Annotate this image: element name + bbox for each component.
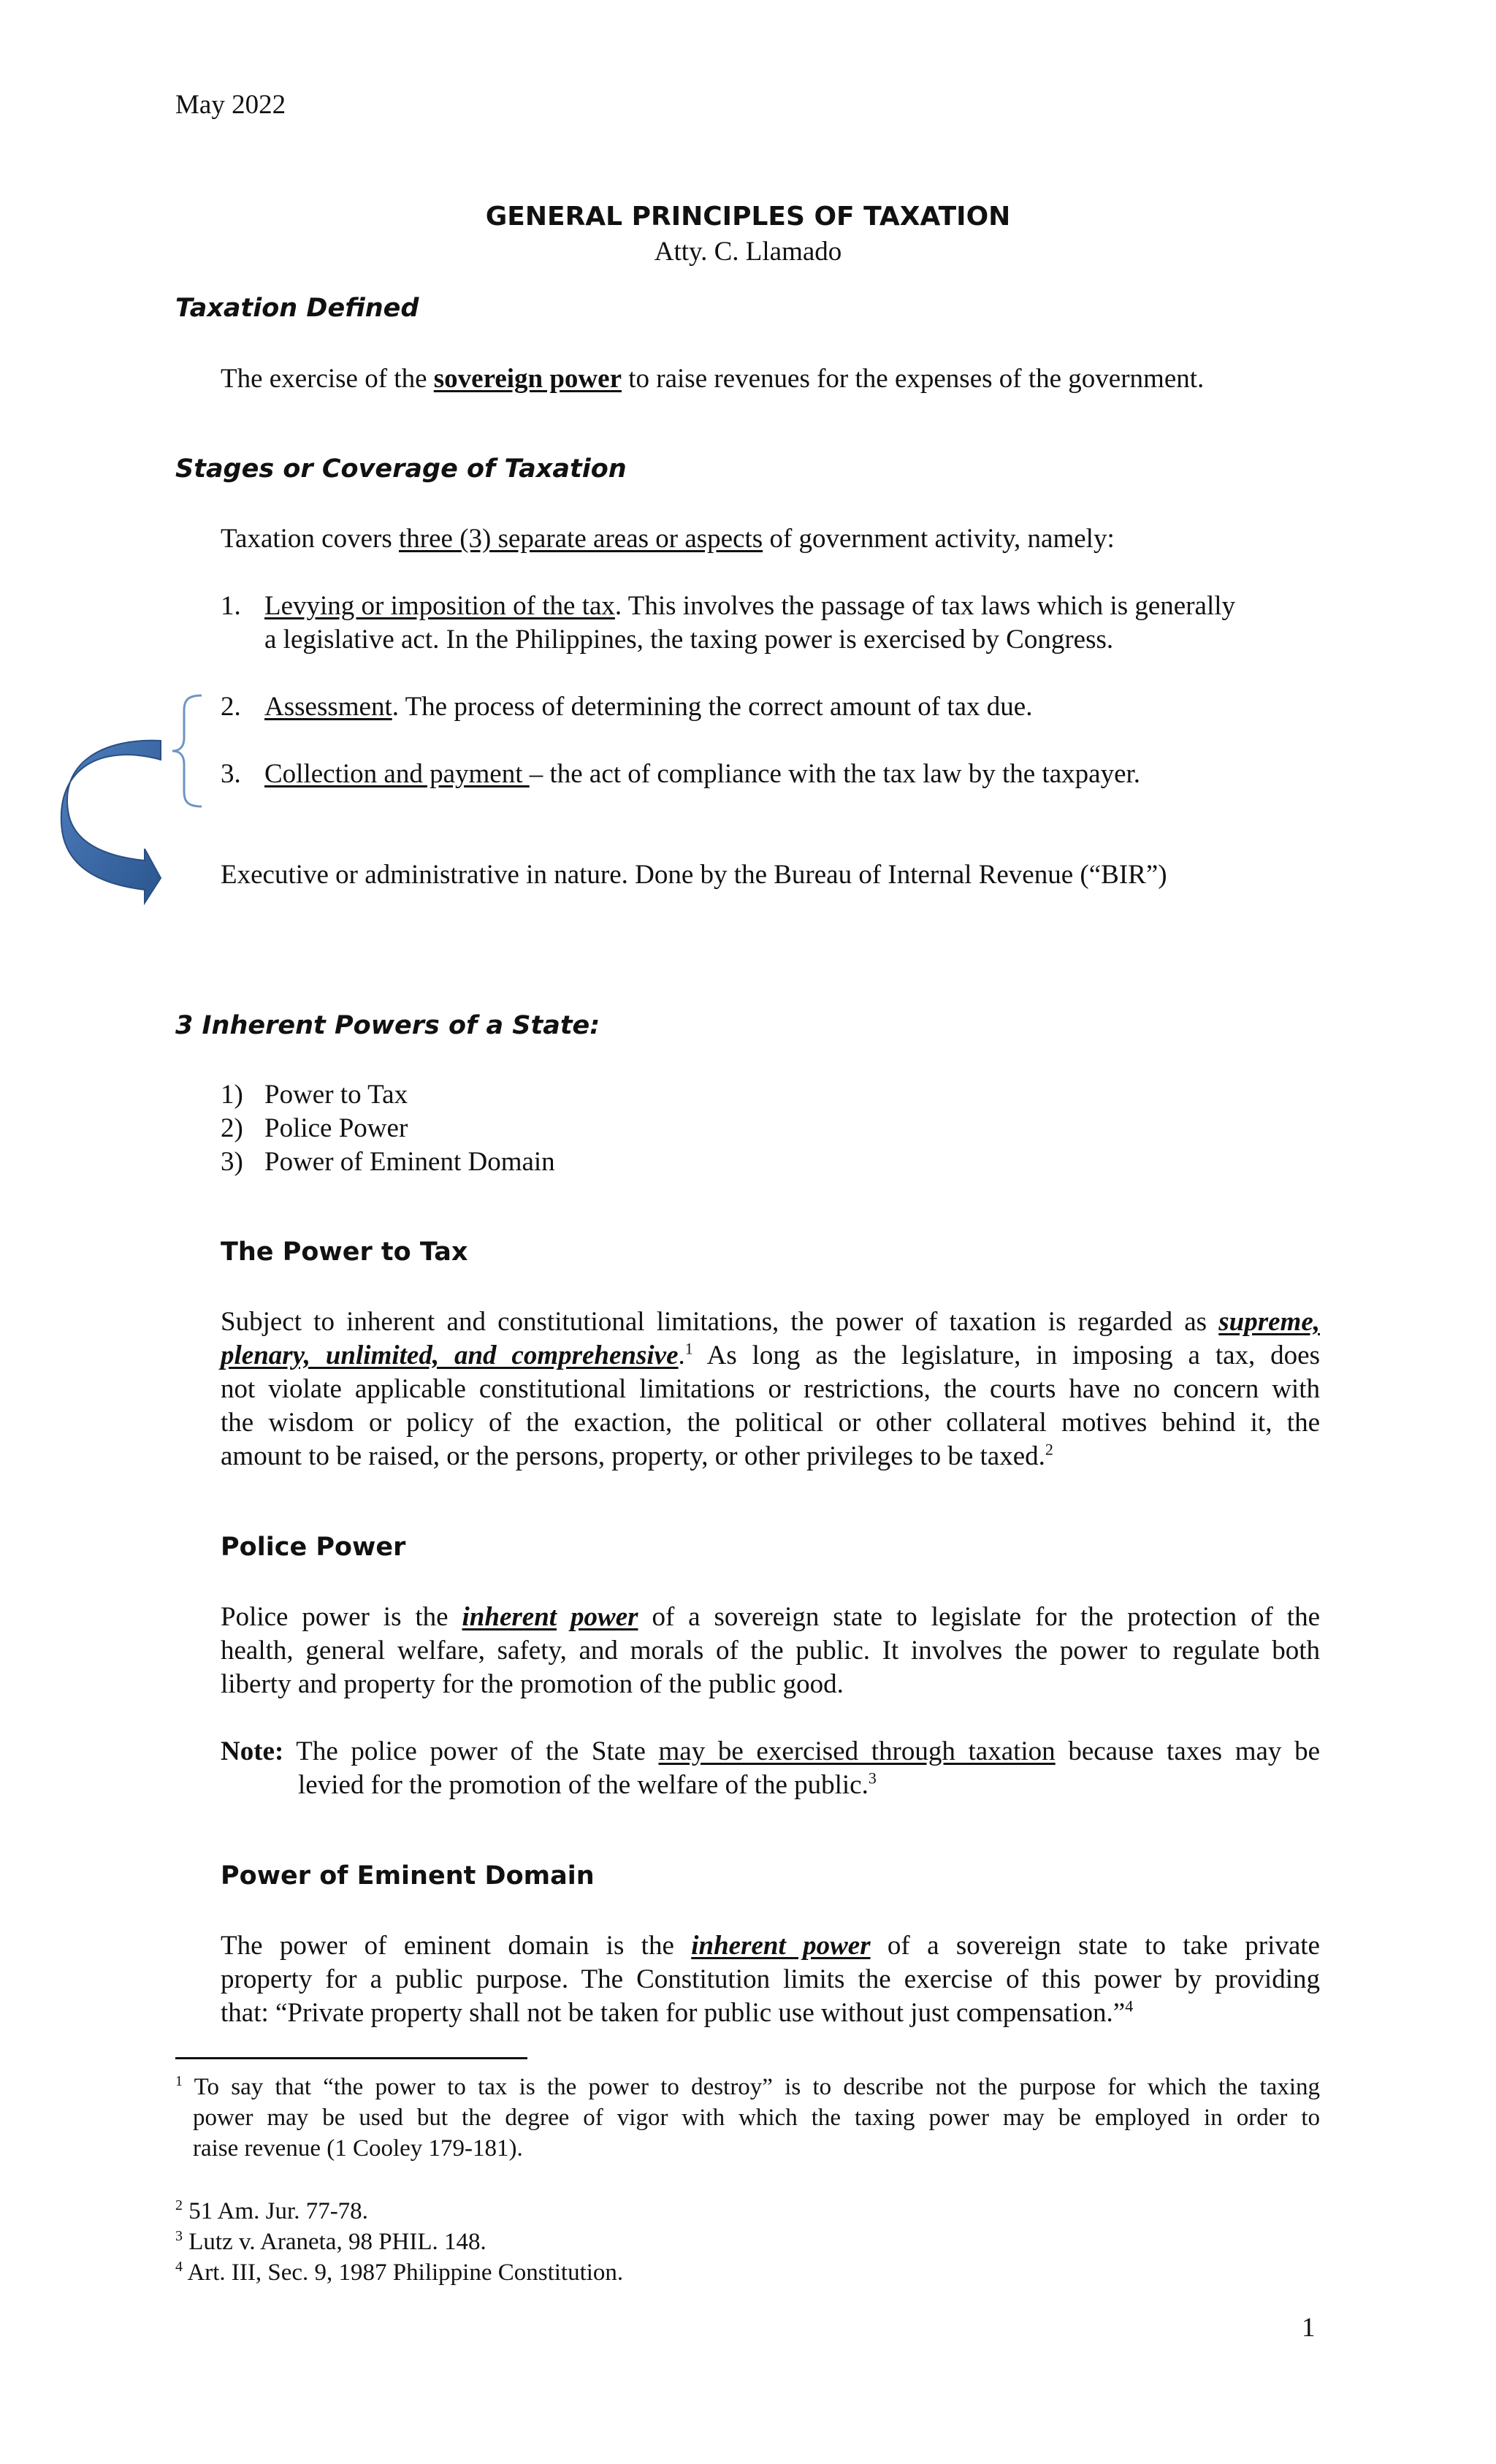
paragraph-emphasis: supreme, [1218, 1307, 1320, 1337]
police-power-note [221, 1735, 1320, 1802]
section-heading-inherent-powers: 3 Inherent Powers of a State: [175, 1011, 600, 1040]
stage-item-continuation: a legislative act. In the Philippines, the taxing power is exercised by Congress. [264, 625, 1114, 655]
note-text: levied for the promotion of the welfare of the public. [298, 1770, 869, 1800]
power-list-number: 2) [221, 1113, 243, 1143]
footnote-text: 51 Am. Jur. 77-78. [188, 2198, 368, 2224]
stage-item-number: 3. [221, 759, 241, 789]
header-date: May 2022 [175, 90, 286, 120]
paragraph-text: of a sovereign state to legislate for the protection of the [638, 1602, 1321, 1632]
stage-item-number: 1. [221, 591, 241, 621]
power-to-tax-paragraph [221, 1305, 1320, 1473]
paragraph-emphasis: inherent [462, 1602, 557, 1632]
subsection-heading-eminent-domain: Power of Eminent Domain [221, 1861, 595, 1891]
footnote-number: 1 [175, 2073, 183, 2089]
stage-item-title: Assessment [264, 692, 392, 722]
power-list-item: Police Power [264, 1113, 408, 1143]
subsection-heading-power-to-tax: The Power to Tax [221, 1237, 468, 1267]
definition-emphasis: sovereign power [433, 364, 622, 394]
stage-item-text: . The process of determining the correct amount of tax due. [392, 692, 1033, 722]
footnote-1 [175, 2072, 1320, 2164]
note-underlined: may be exercised through taxation [658, 1736, 1056, 1766]
stage-item-assessment [264, 690, 1032, 724]
paragraph-text: . [678, 1340, 685, 1370]
bracket-icon [172, 695, 202, 806]
footnote-number: 3 [175, 2228, 183, 2244]
footnote-ref: 3 [868, 1769, 877, 1788]
footnote-text: To say that “the power to tax is the power to destroy” is to describe not the purpose for which the taxing [194, 2074, 1321, 2100]
paragraph-text: that: “Private property shall not be taken for public use without just compensation.” [221, 1998, 1126, 2028]
stages-note: Executive or administrative in nature. Done by the Bureau of Internal Revenue (“BIR”) [221, 860, 1167, 890]
eminent-domain-paragraph [221, 1929, 1320, 2030]
paragraph-text: As long as the legislature, in imposing a tax, does [692, 1340, 1320, 1370]
paragraph-line: property for a public purpose. The Constitution limits the exercise of this power by providing [221, 1964, 1320, 1994]
police-power-paragraph [221, 1601, 1320, 1701]
page-number: 1 [1302, 2313, 1316, 2343]
paragraph-emphasis: inherent power [691, 1931, 871, 1961]
footnote-text: Art. III, Sec. 9, 1987 Philippine Constitution. [187, 2259, 624, 2286]
footnote-2 [175, 2196, 368, 2227]
document-author: Atty. C. Llamado [654, 237, 842, 267]
paragraph-text: amount to be raised, or the persons, property, or other privileges to be taxed. [221, 1441, 1045, 1471]
taxation-definition [221, 362, 1204, 396]
note-text: The police power of the State [283, 1736, 659, 1766]
footnote-text: raise revenue (1 Cooley 179-181). [193, 2135, 523, 2162]
stage-item-text: . This involves the passage of tax laws which is generally [614, 591, 1236, 621]
stage-item-title: Levying or imposition of the tax [264, 591, 615, 621]
paragraph-line: not violate applicable constitutional limitations or restrictions, the courts have no concern with [221, 1374, 1320, 1404]
paragraph-line: health, general welfare, safety, and morals of the public. It involves the power to regulate both [221, 1636, 1320, 1666]
section-heading-stages: Stages or Coverage of Taxation [175, 454, 627, 484]
footnote-ref: 2 [1045, 1440, 1053, 1459]
definition-text-pre: The exercise of the [221, 364, 434, 394]
curved-arrow-icon [58, 687, 219, 906]
stage-item-title: Collection and payment [264, 759, 530, 789]
document-title: GENERAL PRINCIPLES OF TAXATION [485, 202, 1011, 232]
power-list-item: Power of Eminent Domain [264, 1147, 555, 1177]
paragraph-text: The power of eminent domain is the [221, 1931, 692, 1961]
footnote-4 [175, 2257, 623, 2288]
power-list-number: 1) [221, 1080, 243, 1110]
footnote-ref: 1 [684, 1339, 693, 1358]
paragraph-line: the wisdom or policy of the exaction, the political or other collateral motives behind it, the [221, 1408, 1320, 1438]
paragraph-text: Police power is the [221, 1602, 462, 1632]
stages-intro-post: of government activity, namely: [763, 524, 1115, 554]
definition-text-post: to raise revenues for the expenses of the government. [622, 364, 1205, 394]
footnote-number: 2 [175, 2197, 183, 2213]
power-list-item: Power to Tax [264, 1080, 408, 1110]
paragraph-emphasis: power [570, 1602, 638, 1632]
paragraph-line: liberty and property for the promotion of the public good. [221, 1669, 844, 1699]
footnote-separator [175, 2057, 527, 2059]
footnote-ref: 4 [1125, 1996, 1134, 2015]
subsection-heading-police-power: Police Power [221, 1533, 406, 1562]
stages-intro-underlined: three (3) separate areas or aspects [399, 524, 763, 554]
paragraph-text: of a sovereign state to take private [870, 1931, 1320, 1961]
section-heading-taxation-defined: Taxation Defined [175, 294, 419, 323]
stage-item-text: – the act of compliance with the tax law by the taxpayer. [529, 759, 1141, 789]
paragraph-text: Subject to inherent and constitutional limitations, the power of taxation is regarded as [221, 1307, 1219, 1337]
stage-item-levying [264, 590, 1235, 623]
note-text: because taxes may be [1055, 1736, 1320, 1766]
stage-item-collection [264, 758, 1140, 791]
power-list-number: 3) [221, 1147, 243, 1177]
note-label: Note: [221, 1736, 284, 1766]
stage-item-number: 2. [221, 692, 241, 722]
footnote-3 [175, 2227, 486, 2257]
footnote-number: 4 [175, 2259, 183, 2275]
footnote-text: Lutz v. Araneta, 98 PHIL. 148. [188, 2229, 486, 2255]
stages-intro-pre: Taxation covers [221, 524, 399, 554]
paragraph-emphasis: plenary, unlimited, and comprehensive [221, 1340, 679, 1370]
footnote-text: power may be used but the degree of vigor with which the taxing power may be employed in order to [193, 2105, 1320, 2131]
stages-intro [221, 522, 1115, 556]
